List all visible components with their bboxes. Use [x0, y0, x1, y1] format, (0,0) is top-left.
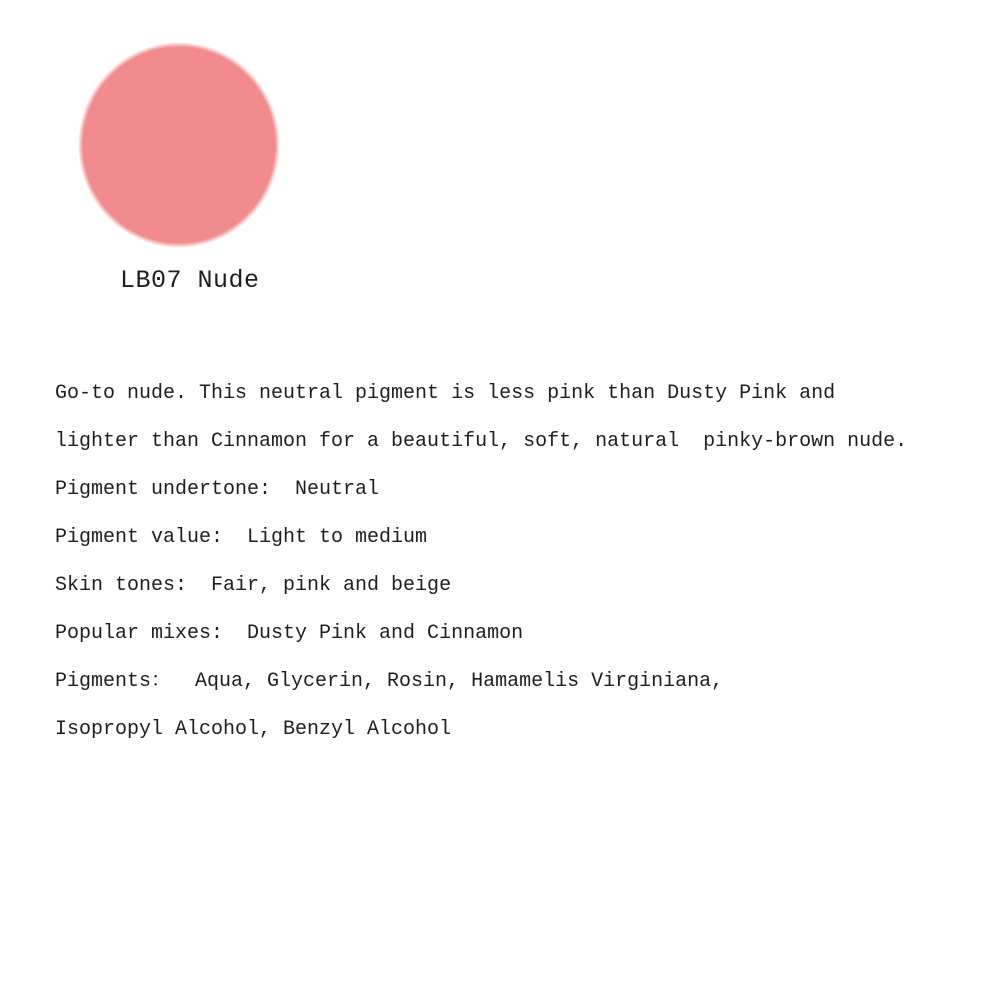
description-line-pigments-cont: Isopropyl Alcohol, Benzyl Alcohol: [55, 718, 452, 741]
description-line-pigment-undertone: Pigment undertone: Neutral: [55, 478, 380, 501]
description-line-skin-tones: Skin tones: Fair, pink and beige: [55, 574, 452, 597]
description-line: lighter than Cinnamon for a beautiful, soft, natural pinky-brown nude.: [55, 430, 908, 453]
swatch-label: LB07 Nude: [120, 266, 260, 295]
product-description: [55, 370, 907, 754]
description-line-pigments: Pigments： Aqua, Glycerin, Rosin, Hamamelis Virginiana,: [55, 670, 724, 693]
description-line-pigment-value: Pigment value: Light to medium: [55, 526, 428, 549]
description-line: Go-to nude. This neutral pigment is less pink than Dusty Pink and: [55, 382, 836, 405]
color-swatch: [78, 42, 280, 248]
description-line-popular-mixes: Popular mixes: Dusty Pink and Cinnamon: [55, 622, 524, 645]
